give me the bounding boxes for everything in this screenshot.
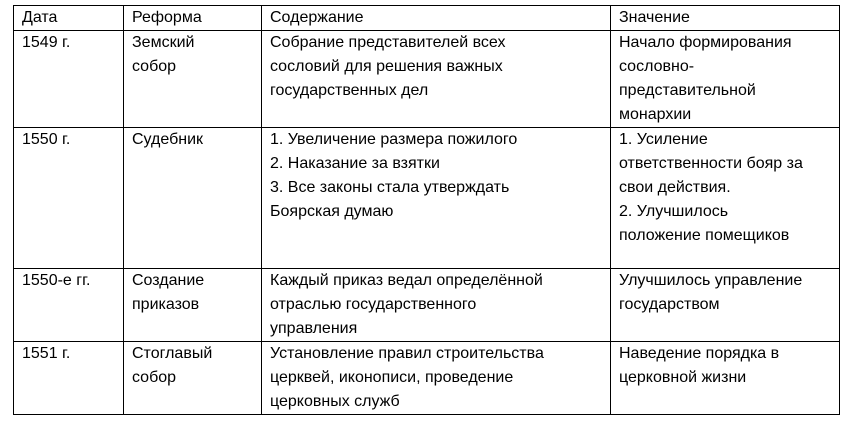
reform-line: Земский <box>132 34 195 51</box>
content-line: Собрание представителей всех <box>270 34 506 51</box>
meaning-cell <box>611 342 840 415</box>
meaning-cell <box>611 269 840 342</box>
content-line: управления <box>270 320 358 337</box>
content-cell <box>262 342 611 415</box>
table-row <box>14 342 840 415</box>
table-row <box>14 269 840 342</box>
content-cell <box>262 31 611 128</box>
meaning-line: положение помещиков <box>619 227 790 244</box>
content-line: 2. Наказание за взятки <box>270 155 440 172</box>
meaning-line: Наведение порядка в <box>619 345 780 362</box>
content-line: церковных служб <box>270 393 400 410</box>
meaning-line: государством <box>619 296 720 313</box>
table-body <box>14 31 840 415</box>
reform-cell <box>124 269 262 342</box>
content-cell <box>262 128 611 269</box>
meaning-line: церковной жизни <box>619 369 747 386</box>
content-line: 1. Увеличение размера пожилого <box>270 131 518 148</box>
date-line: 1549 г. <box>22 34 71 51</box>
table-row <box>14 128 840 269</box>
content-cell <box>262 269 611 342</box>
meaning-line: сословно- <box>619 58 695 75</box>
meaning-cell <box>611 128 840 269</box>
content-line: Установление правил строительства <box>270 345 544 362</box>
meaning-line: 1. Усиление <box>619 131 708 148</box>
header-row <box>14 6 840 31</box>
header-meaning: Значение <box>611 6 840 31</box>
date-line: 1550 г. <box>22 131 71 148</box>
reform-line: собор <box>132 58 177 75</box>
content-line: отраслью государственного <box>270 296 477 313</box>
date-line: 1550-е гг. <box>22 272 91 289</box>
header-content: Содержание <box>262 6 611 31</box>
meaning-line: ответственности бояр за <box>619 155 803 172</box>
date-cell <box>14 342 124 415</box>
header-reform: Реформа <box>124 6 262 31</box>
content-line: 3. Все законы стала утверждать <box>270 179 510 196</box>
date-cell <box>14 128 124 269</box>
date-cell <box>14 269 124 342</box>
meaning-line: Начало формирования <box>619 34 792 51</box>
meaning-line: 2. Улучшилось <box>619 203 729 220</box>
reform-cell <box>124 128 262 269</box>
content-line: сословий для решения важных <box>270 58 503 75</box>
reforms-table <box>13 5 840 415</box>
meaning-line: монархии <box>619 106 692 123</box>
reform-line: Создание <box>132 272 205 289</box>
table-header <box>14 6 840 31</box>
header-date: Дата <box>14 6 124 31</box>
date-cell <box>14 31 124 128</box>
reform-line: Стоглавый <box>132 345 213 362</box>
reform-line: собор <box>132 369 177 386</box>
table-row <box>14 31 840 128</box>
meaning-line: представительной <box>619 82 756 99</box>
content-line: государственных дел <box>270 82 429 99</box>
reform-line: Судебник <box>132 131 204 148</box>
content-line: Боярская думаю <box>270 203 394 220</box>
reform-cell <box>124 342 262 415</box>
meaning-line: свои действия. <box>619 179 731 196</box>
meaning-line: Улучшилось управление <box>619 272 803 289</box>
content-line: Каждый приказ ведал определённой <box>270 272 543 289</box>
reform-cell <box>124 31 262 128</box>
content-line: церквей, иконописи, проведение <box>270 369 514 386</box>
reform-line: приказов <box>132 296 200 313</box>
date-line: 1551 г. <box>22 345 71 362</box>
meaning-cell <box>611 31 840 128</box>
